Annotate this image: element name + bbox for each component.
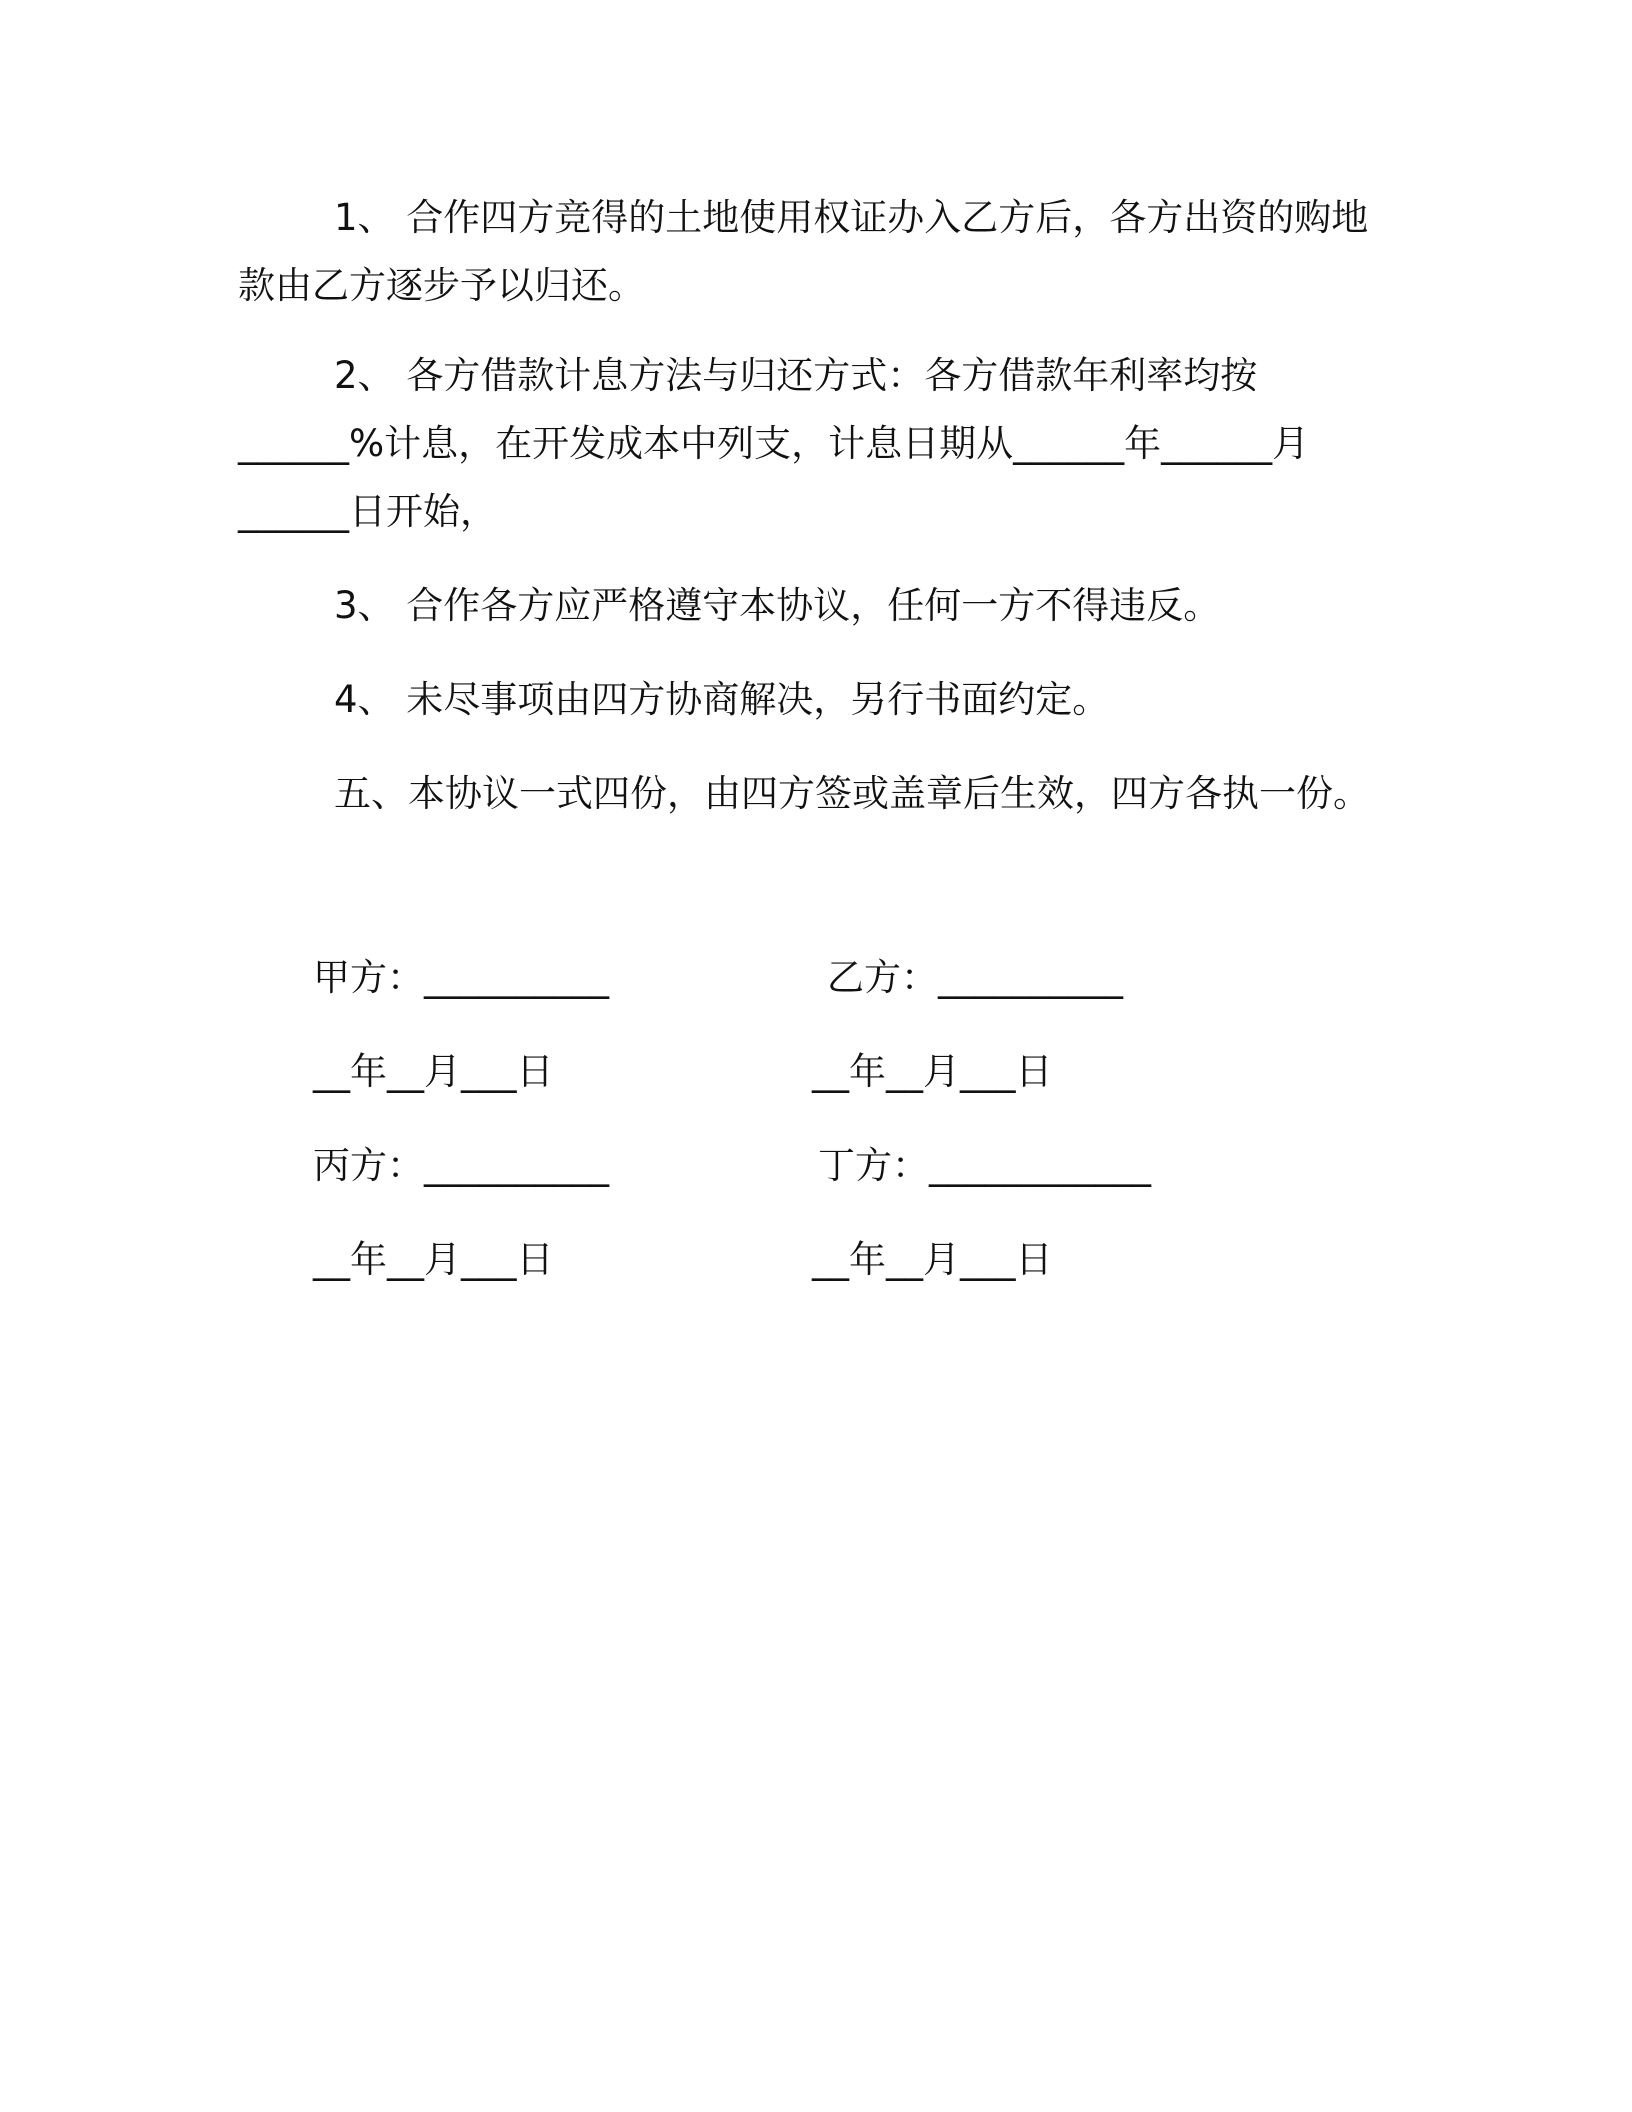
signature-party-b: 乙方：__________ (827, 956, 1123, 999)
clause-1 (238, 184, 1388, 320)
signature-party-a: 甲方：__________ (313, 956, 609, 999)
clause-3 (238, 572, 1388, 640)
clause-1-line-2: 款由乙方逐步予以归还。 (238, 264, 645, 307)
clause-2-line-3: ______日开始， (238, 490, 497, 533)
date-party-c: __年__月___日 (313, 1238, 554, 1281)
clause-4-line-1: 4、 未尽事项由四方协商解决，另行书面约定。 (334, 678, 1110, 721)
signature-party-d: 丁方：____________ (818, 1144, 1151, 1187)
clause-5 (238, 760, 1388, 828)
date-party-d: __年__月___日 (812, 1238, 1053, 1281)
date-party-b: __年__月___日 (812, 1050, 1053, 1093)
clause-5-line-1: 五、本协议一式四份，由四方签或盖章后生效，四方各执一份。 (334, 772, 1370, 815)
clause-2 (238, 342, 1388, 546)
date-party-a: __年__月___日 (313, 1050, 554, 1093)
clause-1-line-1: 1、 合作四方竞得的土地使用权证办入乙方后，各方出资的购地 (334, 196, 1369, 239)
signature-party-c: 丙方：__________ (313, 1144, 609, 1187)
clause-2-line-1: 2、 各方借款计息方法与归还方式：各方借款年利率均按 (334, 354, 1258, 397)
clause-4 (238, 666, 1388, 734)
clause-3-line-1: 3、 合作各方应严格遵守本协议，任何一方不得违反。 (334, 584, 1221, 627)
clause-2-line-2: ______%计息，在开发成本中列支，计息日期从______年______月 (238, 422, 1310, 465)
